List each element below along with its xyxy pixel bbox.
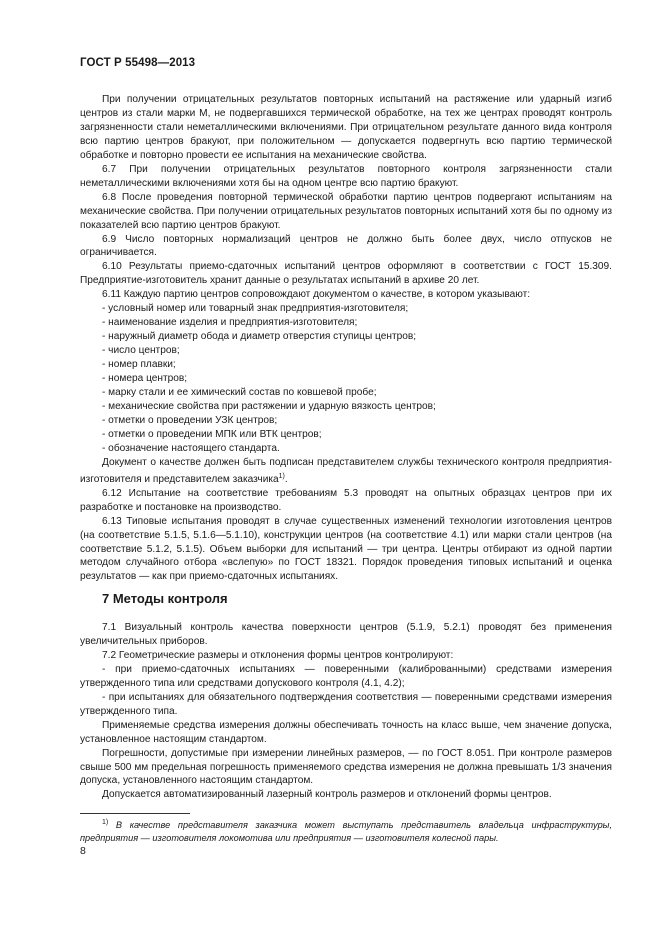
- list-item: - условный номер или товарный знак предприятия-изготовителя;: [102, 303, 409, 315]
- footnote-reference: 1): [278, 472, 285, 480]
- list-item: - марку стали и ее химический состав по ковшевой пробе;: [102, 387, 377, 399]
- list-item: - наружный диаметр обода и диаметр отверстия ступицы центров;: [102, 331, 417, 343]
- paragraph: 7.2 Геометрические размеры и отклонения формы центров контролируют:: [102, 649, 454, 661]
- section-heading: 7 Методы контроля: [102, 591, 228, 606]
- paragraph: Применяемые средства измерения должны обеспечивать точность на класс выше, чем значение допуска, установленное настоящим стандартом.: [80, 719, 612, 745]
- paragraph: Допускается автоматизированный лазерный контроль размеров и отклонений формы центров.: [102, 789, 552, 801]
- document-header: ГОСТ Р 55498—2013: [80, 57, 196, 69]
- list-item: - отметки о проведении МПК или ВТК центров;: [102, 428, 322, 440]
- paragraph: 6.11 Каждую партию центров сопровождают документом о качестве, в котором указывают:: [102, 289, 531, 301]
- page-number: 8: [80, 845, 86, 857]
- section-7-text: [80, 621, 612, 802]
- footnote-text: [80, 817, 612, 844]
- paragraph: При получении отрицательных результатов повторных испытаний на растяжение или ударный изгиб центров из стали марки М, не подвергавшихся термической обработке, на тех же центрах проводят контроль загрязненности стали неметаллическими включениями. При отрицательном результате данного вида контроля всю партию центров бракуют, при положительном — допускается подвергнуть всю партию термической обработке и повторно провести ее испытания на механические свойства.: [80, 94, 612, 161]
- list-item: - отметки о проведении УЗК центров;: [102, 414, 278, 426]
- paragraph: 7.1 Визуальный контроль качества поверхности центров (5.1.9, 5.2.1) проводят без применения увеличительных приборов.: [80, 622, 612, 647]
- footnote-divider: [80, 813, 190, 814]
- list-item: - наименование изделия и предприятия-изготовителя;: [102, 317, 358, 329]
- paragraph: 6.13 Типовые испытания проводят в случае существенных изменений технологии изготовления центров (на соответствие 5.1.5, 5.1.6—5.1.10), конструкции центров (на соответствие 4.1) или марки стали центров (на соответствие 5.1.2, 5.1.5). Объем выборки для испытаний — три центра. Центры отбирают из одной партии методом случайного отбора «вслепую» по ГОСТ 18321. Порядок проведения типовых испытаний и оценка результатов — как при приемо-сдаточных испытаниях.: [80, 515, 612, 583]
- paragraph-with-footnote: Документ о качестве должен быть подписан представителем службы технического контроля предприятия-изготовителя и представителем заказчика$^{1)}$.: [80, 456, 612, 485]
- paragraph: 6.10 Результаты приемо-сдаточных испытаний центров оформляют в соответствии с ГОСТ 15.309. Предприятие-изготовитель хранит данные о результатах испытаний в архиве 20 лет.: [80, 261, 612, 287]
- footnote-body: В качестве представителя заказчика может выступать представитель владельца инфраструктуры, предприятия — изготовителя локомотива или предприятия — изготовителя колесной пары.: [80, 820, 612, 843]
- paragraph: 6.9 Число повторных нормализаций центров не должно быть более двух, число отпусков не ограничивается.: [80, 233, 612, 259]
- list-item: - номера центров;: [102, 373, 188, 385]
- list-item: - обозначение настоящего стандарта.: [102, 442, 280, 454]
- list-item: - при испытаниях для обязательного подтверждения соответствия — поверенными средствами измерения утвержденного типа.: [80, 691, 612, 717]
- paragraph: 6.8 После проведения повторной термической обработки партию центров подвергают испытаниям на механические свойства. При получении отрицательных результатов повторных испытаний хотя бы по одному из показателей всю партию центров бракуют.: [80, 191, 612, 231]
- section-6-text: [80, 93, 612, 584]
- list-item: - механические свойства при растяжении и ударную вязкость центров;: [102, 400, 436, 412]
- list-item: - число центров;: [102, 345, 180, 357]
- list-item: - при приемо-сдаточных испытаниях — поверенными (калиброванными) средствами измерения утвержденного типа или средствами допускового контроля (4.1, 4.2);: [80, 663, 612, 689]
- footnote-mark: 1): [102, 819, 109, 826]
- paragraph: 6.7 При получении отрицательных результатов повторного контроля загрязненности стали неметаллическими включениями хотя бы на одном центре всю партию бракуют.: [80, 163, 612, 189]
- paragraph: 6.12 Испытание на соответствие требованиям 5.3 проводят на опытных образцах центров при их разработке и постановке на производство.: [80, 487, 612, 513]
- paragraph: Погрешности, допустимые при измерении линейных размеров, — по ГОСТ 8.051. При контроле размеров свыше 500 мм предельная погрешность применяемого средства измерения не должна превышать 1/3 значения допуска, установленного настоящим стандартом.: [80, 747, 612, 787]
- list-item: - номер плавки;: [102, 359, 176, 371]
- footnote: [80, 817, 612, 844]
- paragraph-text: Документ о качестве должен быть подписан представителем службы технического контроля предприятия-изготовителя и представителем заказчика: [80, 456, 612, 485]
